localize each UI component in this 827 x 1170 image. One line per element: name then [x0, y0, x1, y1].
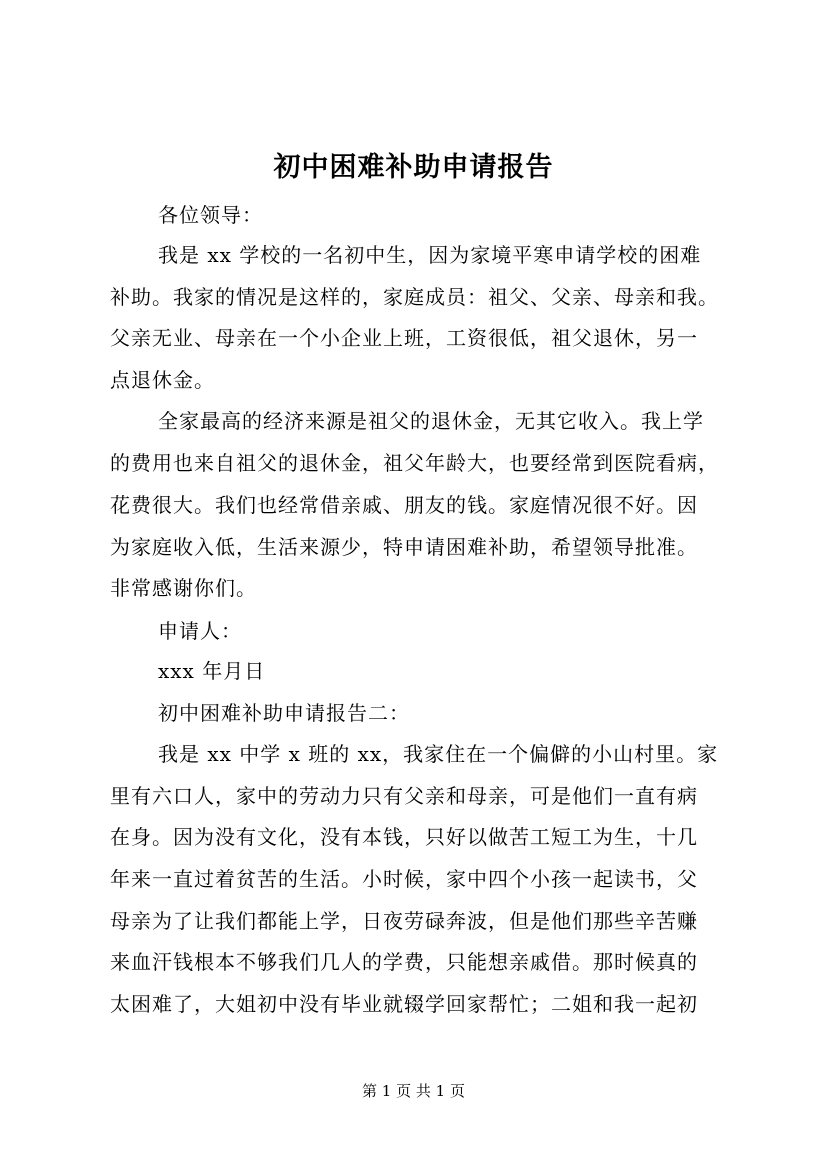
paragraph-line: 为家庭收入低，生活来源少，特申请困难补助，希望领导批准。	[110, 535, 698, 559]
paragraph-line: 非常感谢你们。	[110, 576, 257, 600]
paragraph-line: 里有六口人，家中的劳动力只有父亲和母亲，可是他们一直有病	[110, 784, 698, 808]
date-line: xxx 年月日	[158, 659, 266, 683]
paragraph-line: 父亲无业、母亲在一个小企业上班，工资很低，祖父退休，另一	[110, 326, 698, 350]
page-footer: 第 1 页 共 1 页	[362, 1082, 465, 1100]
paragraph-line: 补助。我家的情况是这样的，家庭成员：祖父、父亲、母亲和我。	[110, 285, 719, 309]
paragraph-line: 我是 xx 中学 x 班的 xx，我家住在一个偏僻的小山村里。家	[158, 742, 719, 766]
document-title: 初中困难补助申请报告	[273, 152, 554, 183]
paragraph-line: 在身。因为没有文化，没有本钱，只好以做苦工短工为生，十几	[110, 825, 698, 849]
salutation: 各位领导：	[158, 203, 263, 227]
paragraph-line: 年来一直过着贫苦的生活。小时候，家中四个小孩一起读书，父	[110, 867, 698, 891]
paragraph-line: 的费用也来自祖父的退休金，祖父年龄大，也要经常到医院看病，	[110, 451, 719, 475]
paragraph-line: 我是 xx 学校的一名初中生，因为家境平寒申请学校的困难	[158, 243, 702, 267]
paragraph-line: 太困难了，大姐初中没有毕业就辍学回家帮忙；二姐和我一起初	[110, 992, 698, 1016]
applicant-label: 申请人：	[158, 619, 242, 643]
paragraph-line: 点退休金。	[110, 368, 215, 392]
paragraph-line: 全家最高的经济来源是祖父的退休金，无其它收入。我上学	[158, 409, 704, 433]
paragraph-line: 母亲为了让我们都能上学，日夜劳碌奔波，但是他们那些辛苦赚	[110, 909, 698, 933]
section-heading: 初中困难补助申请报告二：	[158, 701, 410, 725]
paragraph-line: 来血汗钱根本不够我们几人的学费，只能想亲戚借。那时候真的	[110, 950, 698, 974]
paragraph-line: 花费很大。我们也经常借亲戚、朋友的钱。家庭情况很不好。因	[110, 493, 698, 517]
